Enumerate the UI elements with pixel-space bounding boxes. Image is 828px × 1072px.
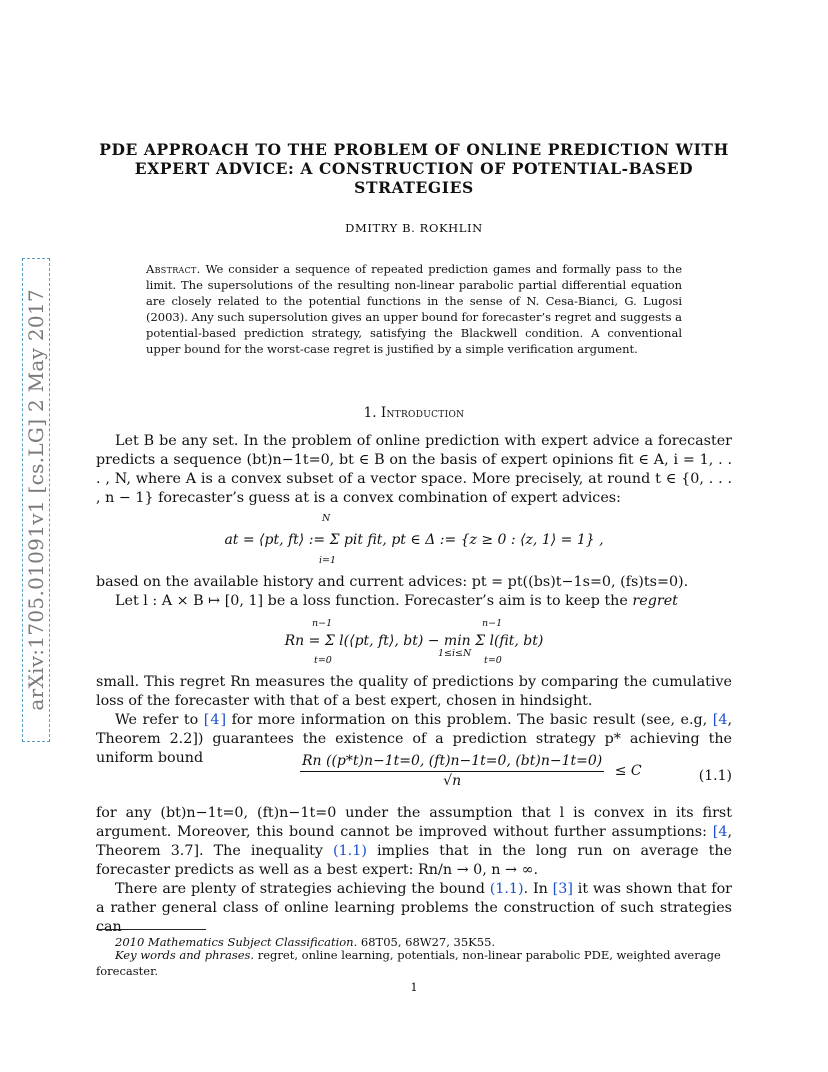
- footnote-msc-label: 2010 Mathematics Subject Classification.: [115, 935, 358, 949]
- footnote-msc-text: 68T05, 68W27, 35K55.: [360, 935, 496, 949]
- eq2-sum2-lower: t=0: [484, 655, 502, 666]
- paragraph-6-text-c: implies that in the long run on average the forecaster predicts as well as a best expert: Rn/n → 0, n → ∞.: [96, 843, 732, 878]
- paragraph-4: small. This regret Rn measures the quality of predictions by comparing the cumulative loss of the forecaster with that of a best expert, chosen in hindsight.: [96, 674, 732, 709]
- paragraph-7-text-c: it was shown that for a rather general class of online learning problems the construction of such strategies can: [96, 881, 733, 935]
- citation-4-number: 4: [210, 712, 220, 728]
- paragraph-3-text: Let l : A × B ↦ [0, 1] be a loss function. Forecaster’s aim is to keep the: [115, 593, 628, 609]
- title-line-2: EXPERT ADVICE: A CONSTRUCTION OF POTENTIAL-BASED: [134, 159, 694, 178]
- citation-link-4[interactable]: [4]: [203, 712, 227, 728]
- paragraph-1: Let B be any set. In the problem of online prediction with expert advice a forecaster predicts a sequence (bt)n−1t=0, bt ∈ B on the basis of expert opinions fit ∈ A, i = 1, . . . , N, where A is a convex subset of a vector space. More precisely, at round t ∈ {0, . . . , n − 1} forecaster’s guess at is a convex combination of expert advices:: [96, 433, 732, 506]
- equation-convex-combination: at = ⟨pt, ft⟩ := Σ pit fit, pt ∈ Δ := {z ≥ 0 : ⟨z, 1⟩ = 1} ,: [224, 532, 604, 548]
- page-number: 1: [410, 980, 418, 994]
- paragraph-5-text-a: We refer to: [115, 712, 199, 728]
- eq1-sum-lower: i=1: [319, 555, 337, 566]
- footnote-keywords: [96, 947, 732, 979]
- citation-link-4b[interactable]: [4: [712, 712, 728, 728]
- paragraph-5-text-b: for more information on this problem. The basic result (see, e.g,: [231, 712, 708, 728]
- abstract: [146, 261, 682, 357]
- equation-regret: Rn = Σ l(⟨pt, ft⟩, bt) − min Σ l(fit, bt): [284, 633, 544, 649]
- equation-link-1-1-number: 1.1: [338, 843, 362, 859]
- eq3-rhs: ≤ C: [614, 763, 642, 779]
- footnote-keywords-label: Key words and phrases.: [115, 948, 255, 962]
- citation-link-3[interactable]: [3]: [552, 881, 573, 897]
- author-name: DMITRY B. ROKHLIN: [345, 221, 483, 235]
- eq3-denominator: √n: [443, 773, 462, 789]
- equation-uniform-bound: [300, 753, 642, 789]
- paragraph-3: [96, 592, 732, 611]
- footnote-rule: [96, 929, 206, 930]
- abstract-label: Abstract.: [146, 262, 201, 276]
- equation-link-1-1b[interactable]: (1.1): [489, 881, 524, 897]
- paragraph-5-text-c: , Theorem 2.2]) guarantees the existence of a prediction strategy p* achieving the uniform bound: [96, 712, 732, 766]
- paragraph-6-text-b: , Theorem 3.7]. The inequality: [96, 824, 733, 859]
- title-line-3: STRATEGIES: [354, 178, 474, 197]
- eq1-sum-upper: N: [322, 513, 331, 524]
- citation-4c-number: 4: [718, 824, 728, 840]
- footnote-keywords-text: regret, online learning, potentials, non-linear parabolic PDE, weighted average forecaster.: [96, 948, 721, 978]
- citation-4b-number: 4: [718, 712, 728, 728]
- eq2-sum1-lower: t=0: [314, 655, 332, 666]
- eq2-sum2-upper: n−1: [482, 618, 503, 629]
- eq3-fraction: [300, 753, 604, 789]
- paragraph-2: based on the available history and current advices: pt = pt((bs)t−1s=0, (fs)ts=0).: [96, 574, 689, 590]
- abstract-text: We consider a sequence of repeated prediction games and formally pass to the limit. The supersolutions of the resulting non-linear parabolic partial differential equation are closely related to the potential functions in the sense of N. Cesa-Bianci, G. Lugosi (2003). Any such supersolution gives an upper bound for forecaster’s regret and suggests a potential-based prediction strategy, satisfying the Blackwell condition. A conventional upper bound for the worst-case regret is justified by a simple verification argument.: [146, 262, 683, 356]
- citation-3-number: 3: [558, 881, 568, 897]
- equation-link-1-1[interactable]: (1.1): [333, 843, 367, 859]
- eq2-sum1-upper: n−1: [312, 618, 333, 629]
- paragraph-6-text-a: for any (bt)n−1t=0, (ft)n−1t=0 under the assumption that l is convex in its first argument. Moreover, this bound cannot be improved without further assumptions:: [96, 805, 732, 840]
- equation-label-1-1: (1.1): [698, 768, 732, 784]
- paper-title: [96, 140, 732, 197]
- citation-link-4c[interactable]: [4: [712, 824, 728, 840]
- section-title: Introduction: [380, 405, 465, 421]
- equation-link-1-1b-number: 1.1: [495, 881, 519, 897]
- paragraph-7-text-a: There are plenty of strategies achieving the bound: [115, 881, 485, 897]
- section-number: 1.: [363, 405, 377, 421]
- arxiv-stamp-text: arXiv:1705.01091v1 [cs.LG] 2 May 2017: [24, 289, 48, 711]
- eq3-numerator: Rn ((p*t)n−1t=0, (ft)n−1t=0, (bt)n−1t=0): [300, 753, 604, 772]
- paragraph-6: [96, 804, 732, 880]
- title-line-1: PDE APPROACH TO THE PROBLEM OF ONLINE PREDICTION WITH: [99, 140, 729, 159]
- regret-term: regret: [632, 593, 678, 609]
- paragraph-7-text-b: . In: [523, 881, 548, 897]
- eq2-min-subscript: 1≤i≤N: [438, 648, 472, 659]
- arxiv-stamp: [22, 258, 50, 742]
- section-heading: [96, 405, 732, 421]
